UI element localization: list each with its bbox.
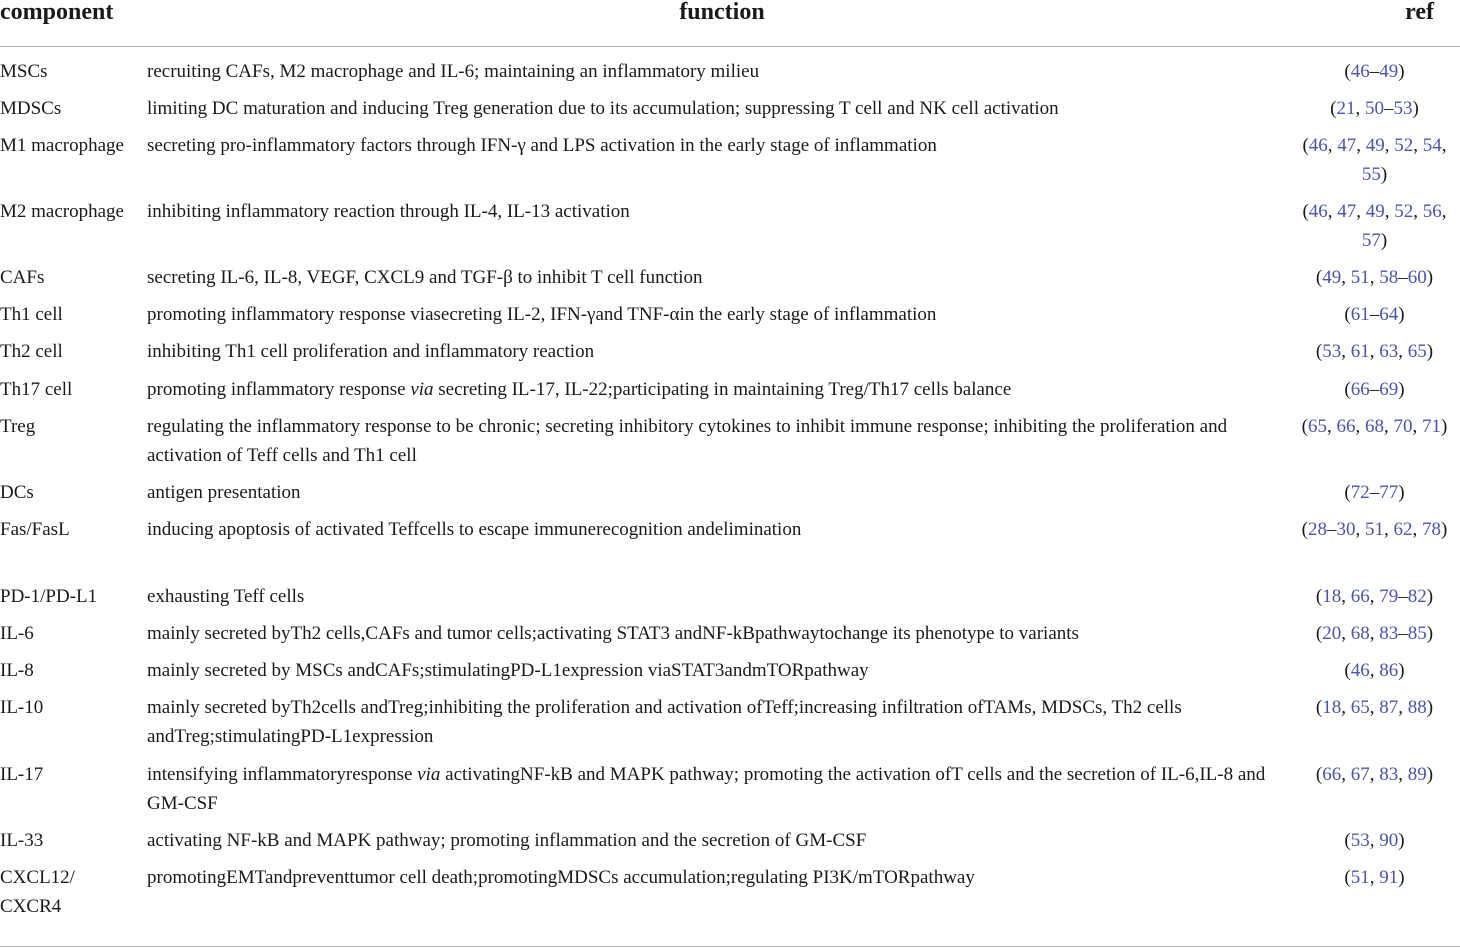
ref-link[interactable]: 70 <box>1393 416 1413 437</box>
cell-function: exhausting Teff cells <box>147 586 305 607</box>
ref-link[interactable]: 49 <box>1365 135 1385 156</box>
cell-component: MDSCs <box>0 98 62 119</box>
ref-link[interactable]: 60 <box>1407 267 1427 288</box>
cell-component: M1 macrophage <box>0 135 124 156</box>
ref-link[interactable]: 21 <box>1336 98 1356 119</box>
cell-component: Th1 cell <box>0 304 63 325</box>
ref-link[interactable]: 72 <box>1350 482 1370 503</box>
cell-ref: (20, 68, 83–85) <box>1315 623 1434 644</box>
ref-link[interactable]: 65 <box>1350 697 1370 718</box>
cell-function: inhibiting Th1 cell proliferation and inflammatory reaction <box>147 341 595 362</box>
ref-link[interactable]: 66 <box>1322 764 1342 785</box>
ref-link[interactable]: 65 <box>1407 341 1427 362</box>
cell-component: CAFs <box>0 267 45 288</box>
ref-link[interactable]: 51 <box>1350 267 1370 288</box>
ref-link[interactable]: 28 <box>1308 519 1327 540</box>
cell-component: PD-1/PD-L1 <box>0 586 98 607</box>
cell-ref: (66–69) <box>1344 379 1405 400</box>
ref-link[interactable]: 68 <box>1365 416 1384 437</box>
ref-link[interactable]: 46 <box>1350 61 1370 82</box>
ref-link[interactable]: 79 <box>1379 586 1399 607</box>
ref-link[interactable]: 49 <box>1365 201 1385 222</box>
cell-ref: (65, 66, 68, 70, 71) <box>1301 416 1448 437</box>
bottom-rule <box>0 946 1460 947</box>
ref-link[interactable]: 53 <box>1322 341 1342 362</box>
ref-link[interactable]: 18 <box>1322 697 1342 718</box>
cell-component: IL-10 <box>0 697 44 718</box>
cell-component: MSCs <box>0 61 48 82</box>
cell-function: mainly secreted byTh2 cells,CAFs and tumor cells;activating STAT3 andNF-kBpathwaytochange its phenotype to variants <box>147 623 1079 644</box>
cell-function: secreting pro-inflammatory factors through IFN-γ and LPS activation in the early stage of inflammation <box>147 135 937 156</box>
table-header <box>0 0 1460 47</box>
ref-link[interactable]: 86 <box>1379 660 1399 681</box>
table-row <box>0 132 1460 198</box>
ref-link[interactable]: 66 <box>1350 586 1370 607</box>
table-row <box>0 761 1460 827</box>
italic-text: via <box>410 379 434 400</box>
cell-ref: (46, 86) <box>1344 660 1405 681</box>
ref-link[interactable]: 69 <box>1379 379 1399 400</box>
ref-link[interactable]: 47 <box>1337 201 1357 222</box>
cell-component: DCs <box>0 482 34 503</box>
cell-component: M2 macrophage <box>0 201 124 222</box>
table-row <box>0 413 1460 479</box>
cell-function: inhibiting inflammatory reaction through IL-4, IL-13 activation <box>147 201 630 222</box>
table-row <box>0 58 1460 95</box>
ref-link[interactable]: 82 <box>1407 586 1427 607</box>
cell-component: IL-17 <box>0 764 44 785</box>
header-function: function <box>679 0 765 25</box>
ref-link[interactable]: 71 <box>1422 416 1441 437</box>
ref-link[interactable]: 46 <box>1308 135 1328 156</box>
cell-function: mainly secreted byTh2cells andTreg;inhibiting the proliferation and activation ofTeff;increasing infiltration ofTAMs, MDSCs, Th2 cells andTreg;stimulatingPD-L1expression <box>147 697 1182 747</box>
table-row <box>0 338 1460 376</box>
cell-component: Fas/FasL <box>0 519 70 540</box>
cell-ref: (72–77) <box>1344 482 1405 503</box>
cell-component: IL-6 <box>0 623 34 644</box>
table-row <box>0 657 1460 694</box>
ref-link[interactable]: 89 <box>1407 764 1427 785</box>
ref-link[interactable]: 78 <box>1422 519 1441 540</box>
ref-link[interactable]: 52 <box>1394 201 1414 222</box>
ref-link[interactable]: 56 <box>1422 201 1442 222</box>
ref-link[interactable]: 46 <box>1350 660 1370 681</box>
cell-ref: (18, 66, 79–82) <box>1315 586 1434 607</box>
cell-ref: (46–49) <box>1344 61 1405 82</box>
ref-link[interactable]: 53 <box>1350 830 1370 851</box>
cell-component: Treg <box>0 416 36 437</box>
cell-function: antigen presentation <box>147 482 301 503</box>
table-row <box>0 301 1460 338</box>
cell-ref: (61–64) <box>1344 304 1405 325</box>
cell-component: IL-33 <box>0 830 44 851</box>
cell-function: regulating the inflammatory response to be chronic; secreting inhibitory cytokines to inhibit immune response; inhibiting the proliferation and activation of Teff cells and Th1 cell <box>147 416 1228 466</box>
table-row <box>0 620 1460 657</box>
ref-link[interactable]: 46 <box>1308 201 1328 222</box>
table-row <box>0 827 1460 864</box>
cell-component: Th2 cell <box>0 341 63 362</box>
ref-link[interactable]: 54 <box>1422 135 1442 156</box>
cell-component: IL-8 <box>0 660 34 681</box>
table-row <box>0 864 1460 926</box>
ref-link[interactable]: 50 <box>1365 98 1384 119</box>
ref-link[interactable]: 49 <box>1379 61 1399 82</box>
ref-link[interactable]: 83 <box>1379 764 1399 785</box>
cell-function: intensifying inflammatoryresponse via activatingNF-kB and MAPK pathway; promoting the activation ofT cells and the secretion of IL-6,IL-8 and GM-CSF <box>147 764 1266 814</box>
ref-link[interactable]: 68 <box>1350 623 1370 644</box>
cell-function: mainly secreted by MSCs andCAFs;stimulatingPD-L1expression viaSTAT3andmTORpathway <box>147 660 869 681</box>
ref-link[interactable]: 61 <box>1350 341 1370 362</box>
cell-ref: (46, 47, 49, 52, 56, 57) <box>1302 201 1447 251</box>
table-row <box>0 95 1460 132</box>
table-row <box>0 516 1460 583</box>
ref-link[interactable]: 51 <box>1350 867 1370 888</box>
ref-link[interactable]: 83 <box>1379 623 1399 644</box>
ref-link[interactable]: 90 <box>1379 830 1399 851</box>
cell-function: limiting DC maturation and inducing Treg generation due to its accumulation; suppressing T cell and NK cell activation <box>147 98 1059 119</box>
ref-link[interactable]: 61 <box>1350 304 1370 325</box>
cell-function: recruiting CAFs, M2 macrophage and IL-6; maintaining an inflammatory milieu <box>147 61 760 82</box>
ref-link[interactable]: 85 <box>1407 623 1427 644</box>
ref-link[interactable]: 65 <box>1308 416 1327 437</box>
cell-component: CXCL12/ CXCR4 <box>0 867 75 917</box>
cell-ref: (21, 50–53) <box>1330 98 1419 119</box>
ref-link[interactable]: 52 <box>1394 135 1414 156</box>
ref-link[interactable]: 18 <box>1322 586 1342 607</box>
cell-function: secreting IL-6, IL-8, VEGF, CXCL9 and TGF-β to inhibit T cell function <box>147 267 703 288</box>
table-row <box>0 198 1460 264</box>
cell-ref: (28–30, 51, 62, 78) <box>1301 519 1448 540</box>
ref-link[interactable]: 66 <box>1336 416 1356 437</box>
cell-function: promoting inflammatory response viasecreting IL-2, IFN-γand TNF-αin the early stage of inflammation <box>147 304 937 325</box>
cell-ref: (66, 67, 83, 89) <box>1315 764 1434 785</box>
ref-link[interactable]: 77 <box>1379 482 1399 503</box>
header-component: component <box>0 0 114 25</box>
ref-link[interactable]: 64 <box>1379 304 1399 325</box>
italic-text: via <box>417 764 441 785</box>
header-ref: ref <box>1405 0 1434 25</box>
ref-link[interactable]: 55 <box>1361 163 1381 185</box>
cell-ref: (49, 51, 58–60) <box>1315 267 1434 288</box>
ref-link[interactable]: 20 <box>1322 623 1342 644</box>
ref-link[interactable]: 53 <box>1393 98 1413 119</box>
ref-link[interactable]: 91 <box>1379 867 1399 888</box>
cell-ref: (53, 90) <box>1344 830 1405 851</box>
ref-link[interactable]: 62 <box>1393 519 1413 540</box>
cell-function: activating NF-kB and MAPK pathway; promoting inflammation and the secretion of GM-CSF <box>147 830 867 851</box>
table-row <box>0 264 1460 301</box>
ref-link[interactable]: 57 <box>1361 229 1381 251</box>
table-row <box>0 583 1460 620</box>
ref-link[interactable]: 87 <box>1379 697 1399 718</box>
cell-ref: (51, 91) <box>1344 867 1405 888</box>
ref-link[interactable]: 67 <box>1350 764 1370 785</box>
ref-link[interactable]: 63 <box>1379 341 1399 362</box>
ref-link[interactable]: 51 <box>1365 519 1384 540</box>
cell-function: inducing apoptosis of activated Teffcells to escape immunerecognition andelimination <box>147 519 802 540</box>
ref-link[interactable]: 66 <box>1350 379 1370 400</box>
cell-function: promoting inflammatory response via secreting IL-17, IL-22;participating in maintaining Treg/Th17 cells balance <box>147 379 1012 400</box>
cell-component: Th17 cell <box>0 379 73 400</box>
table-row <box>0 694 1460 761</box>
cell-ref: (53, 61, 63, 65) <box>1315 341 1434 362</box>
ref-link[interactable]: 47 <box>1337 135 1357 156</box>
ref-link[interactable]: 30 <box>1336 519 1356 540</box>
cell-function: promotingEMTandpreventtumor cell death;promotingMDSCs accumulation;regulating PI3K/mTORpathway <box>147 867 975 888</box>
cell-ref: (46, 47, 49, 52, 54, 55) <box>1302 135 1447 185</box>
table-row <box>0 479 1460 516</box>
ref-link[interactable]: 49 <box>1322 267 1342 288</box>
table-row <box>0 376 1460 413</box>
ref-link[interactable]: 58 <box>1379 267 1399 288</box>
ref-link[interactable]: 88 <box>1407 697 1427 718</box>
cell-ref: (18, 65, 87, 88) <box>1315 697 1434 718</box>
